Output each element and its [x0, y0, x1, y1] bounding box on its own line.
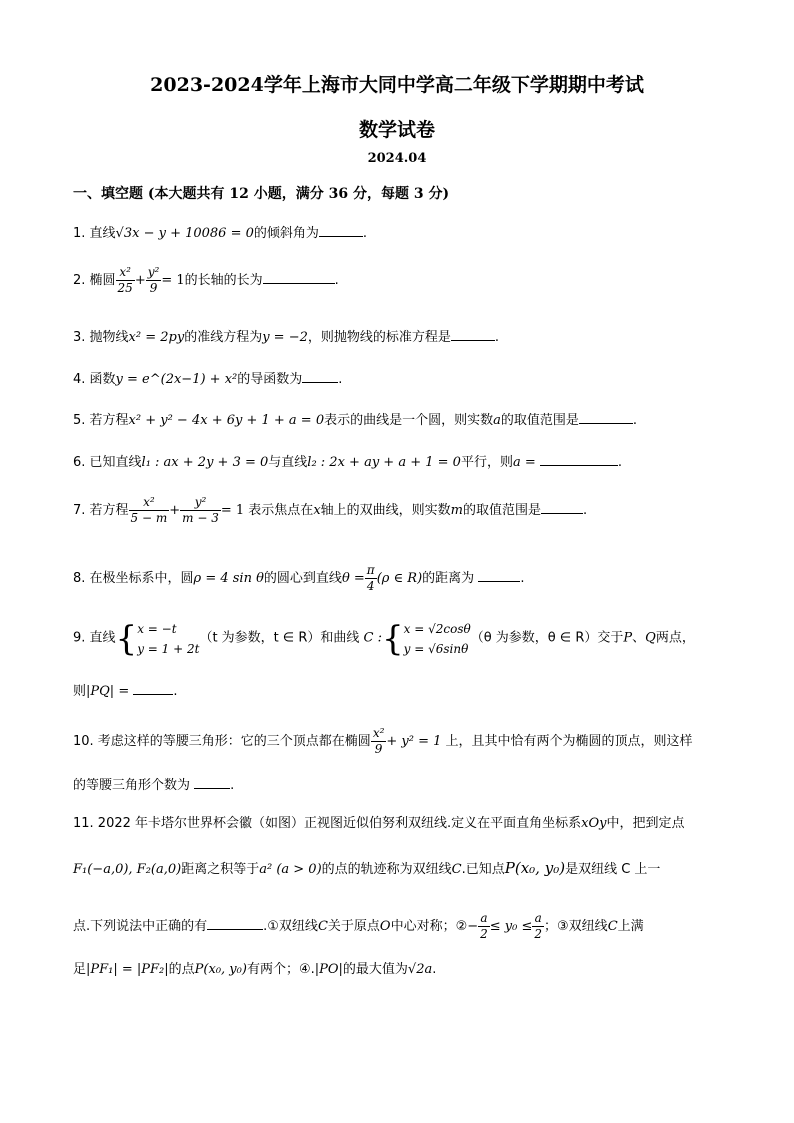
question-1: 1. 直线√3x − y + 10086 = 0的倾斜角为 . — [73, 222, 733, 244]
fraction: $\frac{\text{x²}}{25}$ — [117, 265, 133, 295]
exam-title: 2023-2024学年上海市大同中学高二年级下学期期中考试 — [150, 74, 644, 96]
fraction: $\frac{\text{y²}}{9}$ — [147, 265, 160, 295]
answer-blank[interactable] — [540, 451, 618, 466]
question-7: 7. 若方程 $\frac{\text{x²}}{5 - m}$ + $\frac{\text{y²}}{m - 3}$ = 1 表示焦点在x轴上的双曲线，则实数m的取值范围是 . — [73, 495, 588, 525]
question-4: 4. 函数y = e^(2x−1) + x²的导函数为 . — [73, 368, 733, 390]
exam-date: 2024.04 — [367, 151, 427, 166]
answer-blank[interactable] — [541, 499, 583, 514]
answer-blank[interactable] — [207, 915, 263, 930]
question-11-line3: 点.下列说法中正确的有 .①双纽线C关于原点O中心对称；②− $\frac{a}{2}$ ≤ y₀ ≤ $\frac{a}{2}$ ；③双纽线C上满 — [73, 911, 644, 941]
question-6: 6. 已知直线l₁ : ax + 2y + 3 = 0与直线l₂ : 2x + ay + a + 1 = 0平行，则a = . — [73, 451, 733, 473]
question-9: 9. 直线{ x = −t y = 1 + 2t （t 为参数，t ∈ R）和曲线 C :{ x = √2cosθ y = √6sinθ （θ 为参数，θ ∈ R）交于P、Q两点， — [73, 616, 733, 661]
question-2: 2. 椭圆 $\frac{\text{x²}}{25}$ + $\frac{\text{y²}}{9}$ = 1的长轴的长为 . — [73, 265, 339, 295]
question-10: 10. 考虑这样的等腰三角形：它的三个顶点都在椭圆 $\frac{\text{x²}}{9}$ + y² = 1 上，且其中恰有两个为椭圆的顶点，则这样 — [73, 726, 693, 756]
fraction: $\frac{\text{x²}}{9}$ — [372, 726, 385, 756]
fraction: $\frac{a}{2}$ — [480, 911, 488, 941]
answer-blank[interactable] — [194, 774, 230, 789]
question-5: 5. 若方程x² + y² − 4x + 6y + 1 + a = 0表示的曲线是一个圆，则实数a的取值范围是 . — [73, 409, 733, 431]
q1-equation: √3x − y + 10086 = 0 — [115, 226, 254, 241]
question-11: 11. 2022 年卡塔尔世界杯会徽（如图）正视图近似伯努利双纽线.定义在平面直角坐标系xOy中，把到定点 — [73, 816, 685, 831]
fraction: $\frac{a}{2}$ — [534, 911, 543, 941]
exam-subtitle: 数学试卷 — [358, 119, 435, 141]
question-10-line2: 的等腰三角形个数为 . — [73, 774, 733, 796]
answer-blank[interactable] — [579, 409, 633, 424]
question-11-line4: 足|PF₁| = |PF₂|的点P(x₀, y₀)有两个；④.|PO|的最大值为√2a. — [73, 962, 437, 977]
answer-blank[interactable] — [451, 326, 495, 341]
section-heading: 一、填空题 (本大题共有 12 小题，满分 36 分，每题 3 分) — [73, 186, 450, 202]
question-11-line2: F₁(−a,0), F₂(a,0)距离之积等于a² (a > 0)的点的轨迹称为双纽线C.已知点P(x₀, y₀)是双纽线 C 上一 — [73, 859, 661, 877]
fraction: $\frac{\text{y²}}{m - 3}$ — [182, 495, 219, 525]
question-3: 3. 抛物线x² = 2py的准线方程为y = −2，则抛物线的标准方程是 . — [73, 326, 733, 348]
fraction: $\frac{\pi}{4}$ — [366, 563, 375, 593]
question-9-line2: 则|PQ| = . — [73, 680, 733, 702]
answer-blank[interactable] — [263, 269, 335, 284]
curve-param-system: { x = √2cosθ y = √6sinθ — [382, 618, 471, 659]
answer-blank[interactable] — [478, 567, 520, 582]
question-8: 8. 在极坐标系中，圆ρ = 4 sin θ的圆心到直线θ = $\frac{\pi}{4}$ (ρ ∈ R)的距离为 . — [73, 563, 525, 593]
answer-blank[interactable] — [319, 222, 363, 237]
fraction: $\frac{\text{x²}}{5 - m}$ — [130, 495, 168, 525]
answer-blank[interactable] — [133, 680, 173, 695]
answer-blank[interactable] — [302, 368, 338, 383]
line-param-system: { x = −t y = 1 + 2t — [115, 618, 200, 659]
